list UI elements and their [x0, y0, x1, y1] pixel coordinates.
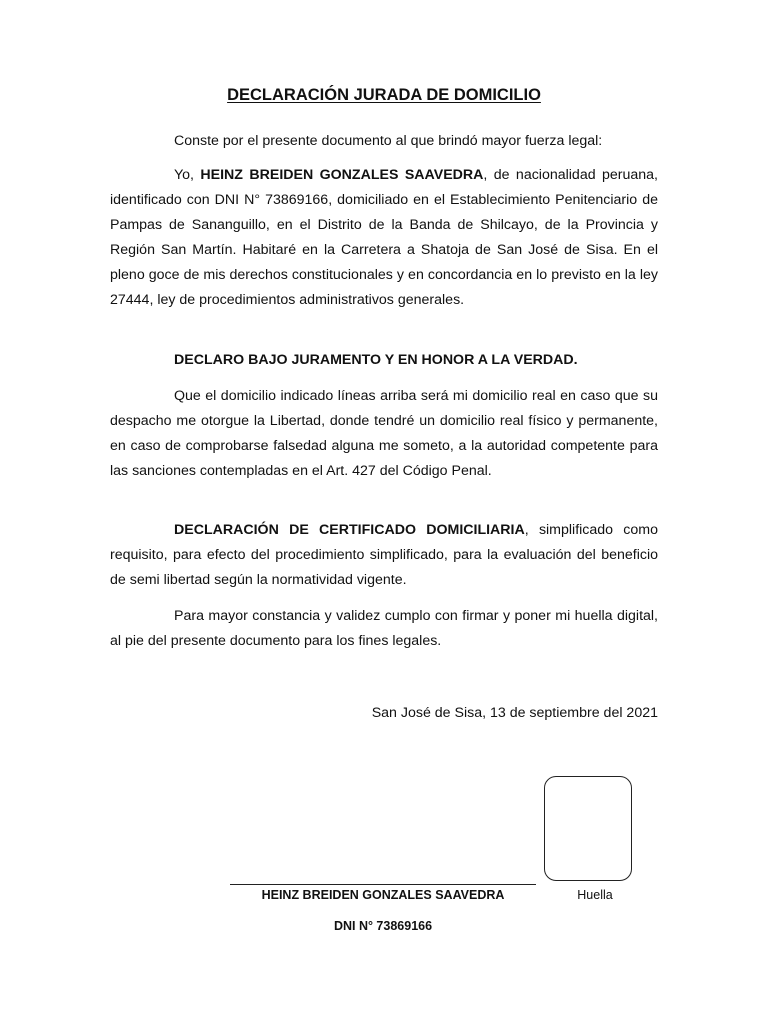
- signatory-name: HEINZ BREIDEN GONZALES SAAVEDRA: [261, 888, 505, 902]
- declarant-lead: Yo,: [174, 167, 194, 183]
- declarant-paragraph: [110, 163, 658, 313]
- oath-statement: [110, 348, 658, 373]
- domicile-paragraph: Que el domicilio indicado líneas arriba será mi domicilio real en caso que su despacho me otorgue la Libertad, donde tendré un domicilio real físico y permanente, en caso de comprobarse falsedad alguna me someto, a la autoridad competente para las sanciones contempladas en el Art. 427 del Código Penal.: [110, 388, 658, 479]
- signature-line: [230, 884, 536, 885]
- declarant-details: , de nacionalidad peruana, identificado con DNI N° 73869166, domiciliado en el Establecimiento Penitenciario de Pampas de Sananguillo, en el Distrito de la Banda de Shilcayo, de la Provincia y Región San Martín. Habitaré en la Carretera a Shatoja de San José de Sisa. En el pleno goce de mis derechos constitucionales y en concordancia en lo previsto en la ley 27444, ley de procedimientos administrativos generales.: [110, 167, 659, 308]
- certificate-details: , simplificado como requisito, para efecto del procedimiento simplificado, para la evaluación del beneficio de semi libertad según la normatividad vigente.: [110, 522, 658, 588]
- intro-paragraph: Conste por el presente documento al que brindó mayor fuerza legal:: [174, 133, 603, 149]
- oath-text: DECLARO BAJO JURAMENTO Y EN HONOR A LA VERDAD.: [174, 352, 578, 368]
- date-line: San José de Sisa, 13 de septiembre del 2021: [371, 705, 658, 721]
- document-title: DECLARACIÓN JURADA DE DOMICILIO: [227, 86, 541, 104]
- certificate-paragraph: [110, 518, 658, 593]
- fingerprint-label: Huella: [577, 888, 613, 902]
- declarant-name: HEINZ BREIDEN GONZALES SAAVEDRA: [200, 167, 484, 183]
- fingerprint-box: [544, 776, 632, 881]
- certificate-heading: DECLARACIÓN DE CERTIFICADO DOMICILIARIA: [174, 522, 525, 538]
- closing-paragraph: Para mayor constancia y validez cumplo con firmar y poner mi huella digital, al pie del presente documento para los fines legales.: [110, 608, 658, 649]
- signatory-dni: DNI N° 73869166: [333, 919, 433, 933]
